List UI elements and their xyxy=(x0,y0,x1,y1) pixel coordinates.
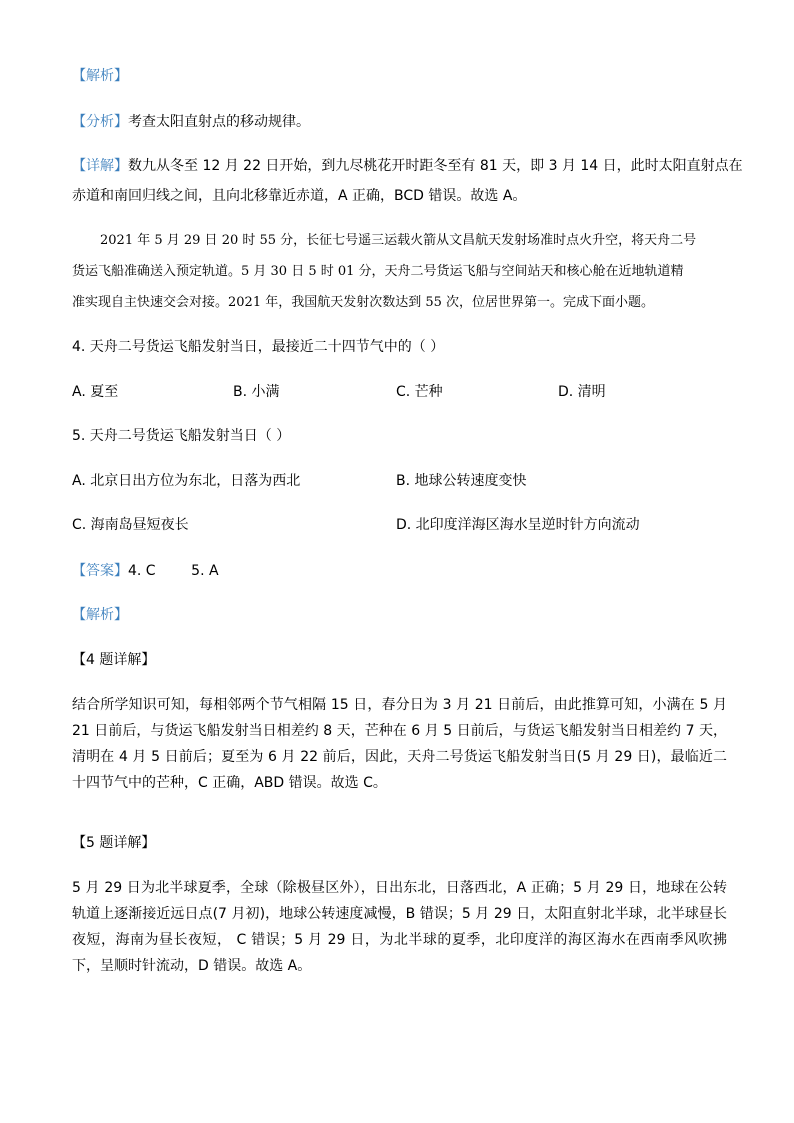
d5-heading: 【5 题详解】 xyxy=(72,835,156,851)
passage-line-1: 2021 年 5 月 29 日 20 时 55 分，长征七号遥三运载火箭从文昌航天发射场准时点火升空，将天舟二号 xyxy=(100,233,697,248)
answer-text: 4. C 5. A xyxy=(128,563,219,579)
q4-option-c: C. 芒种 xyxy=(396,384,443,400)
q5-option-b: B. 地球公转速度变快 xyxy=(396,473,527,489)
q5-stem: 5. 天舟二号货运飞船发射当日（ ） xyxy=(72,428,291,444)
detail-text-1: 数九从冬至 12 月 22 日开始，到九尽桃花开时距冬至有 81 天，即 3 月 14 日，此时太阳直射点在 xyxy=(128,158,743,174)
fenxi-tag: 【分析】 xyxy=(72,114,128,130)
q4-option-d: D. 清明 xyxy=(558,384,606,400)
q4-stem: 4. 天舟二号货运飞船发射当日，最接近二十四节气中的（ ） xyxy=(72,339,445,355)
d4-heading: 【4 题详解】 xyxy=(72,652,156,668)
d5-paragraph: 5 月 29 日为北半球夏季，全球（除极昼区外），日出东北，日落西北，A 正确；5 月 29 日，地球在公转轨道上逐渐接近远日点(7 月初)，地球公转速度减慢，B 错误；5 月 29 日，太阳直射北半球，北半球昼长夜短，海南为昼长夜短， C 错误；5 月 29 日，为北半球的夏季，北印度洋的海区海水在西南季风吹拂下，呈顺时针流动，D 错误。故选 A。 xyxy=(72,880,727,974)
detail-line-2: 赤道和南回归线之间，且向北移靠近赤道，A 正确，BCD 错误。故选 A。 xyxy=(72,188,527,204)
answer-line xyxy=(72,561,219,581)
passage-line-3: 准实现自主快速交会对接。2021 年，我国航天发射次数达到 55 次，位居世界第一。完成下面小题。 xyxy=(72,295,655,310)
passage-line-2: 货运飞船准确送入预定轨道。5 月 30 日 5 时 01 分，天舟二号货运飞船与空间站天和核心舱在近地轨道精 xyxy=(72,264,684,279)
d4-paragraph: 结合所学知识可知，每相邻两个节气相隔 15 日，春分日为 3 月 21 日前后，由此推算可知，小满在 5 月 21 日前后，与货运飞船发射当日相差约 8 天，芒种在 6 月 5 日前后，与货运飞船发射当日相差约 7 天，清明在 4 月 5 日前后；夏至为 6 月 22 前后，因此，天舟二号货运飞船发射当日(5 月 29 日)，最临近二十四节气中的芒种，C 正确，ABD 错误。故选 C。 xyxy=(72,697,727,791)
detail-tag: 【详解】 xyxy=(72,158,128,174)
answer-tag: 【答案】 xyxy=(72,563,128,579)
q5-option-c: C. 海南岛昼短夜长 xyxy=(72,517,189,533)
analysis2-heading: 【解析】 xyxy=(72,607,128,623)
q4-option-a: A. 夏至 xyxy=(72,384,119,400)
fenxi-line xyxy=(72,112,310,132)
fenxi-text: 考查太阳直射点的移动规律。 xyxy=(128,114,310,130)
q5-option-d: D. 北印度洋海区海水呈逆时针方向流动 xyxy=(396,517,640,533)
q4-option-b: B. 小满 xyxy=(233,384,280,400)
q5-option-a: A. 北京日出方位为东北，日落为西北 xyxy=(72,473,301,489)
detail-line-1 xyxy=(72,156,743,176)
analysis-heading: 【解析】 xyxy=(72,68,128,84)
